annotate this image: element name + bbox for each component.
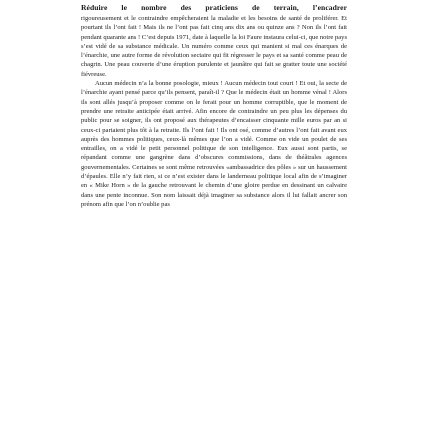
paragraph-2: Aucun médecin n’a la bonne posologie, mieux ! Aucun médecin tout court ! Et oui, la secte de l’énarchie ayant pensé parce qu’ils pensent, paraît-il ? Que le médecin était un homme vénal ! Alors ils sont allés jusqu’à proposer comme on le ferait pour un homme corruptible, que le moment de prendre une retraite anticipée était arrivé. Afin encore de contraindre un peu plus les dépenses du public pour se soigner, ils ont proposé aux thérapeutes d’encaisser cinquante mille euros par an si ceux-ci partaient plus tôt à la retraite. Ils l’ont fait ! Ils ont osé, comme d’autres l’ont fait avant eux auprès des hommes politiques, ceux-là mêmes que l’on a vidé. Comme on vide un poulet de ses entrailles, on a vidé le petit personnel politique de son intelligence. Eux aussi sont partis, se répandant comme une gangrène dans d’obscures commissions, dans de théâtrales agences gouvernementales. Certaines se sont même retrouvées «ambassadrice des pôles » sur un haussement d’épaules. Elle n’y fait rien, si ce n’est exister dans le landerneau politique local afin de s’imaginer en « Mike Horn » de la gauche retrouvant le chemin d’une gloire perdue en dessinant un calvaire dans une pente inconnue. Son nom laissait déjà imaginer sa substance alors il lui fallait ancrer son prénom afin que l’on n’oublie pas — [81, 80, 347, 208]
section-heading: Réduire le nombre des praticiens de terrain, l’encadrer — [81, 3, 347, 12]
text-column — [81, 3, 347, 209]
paragraph-1: rigoureusement et le contraindre empêcheraient la maladie et les besoins de santé de proliférer. Et pourtant ils l’ont fait ! Mais ils ne l’ont pas fait cinq ans dix ans ou quinze ans ? Non ils l’ont fait pendant quarante ans ! C’est depuis 1971, date à laquelle la loi Faure instaura celui-ci, que notre pays s’est vidé de sa substance médicale. Un numéro comme ceux qui manient si mal ces énarques de l’énarchie, une autre forme de révolution sectaire qui fit régresser le pays et sa santé comme peau de chagrin. Une peau couverte d’une éruption purulente et jaunâtre qui fait se gratter toute une société fiévreuse. — [81, 15, 347, 78]
